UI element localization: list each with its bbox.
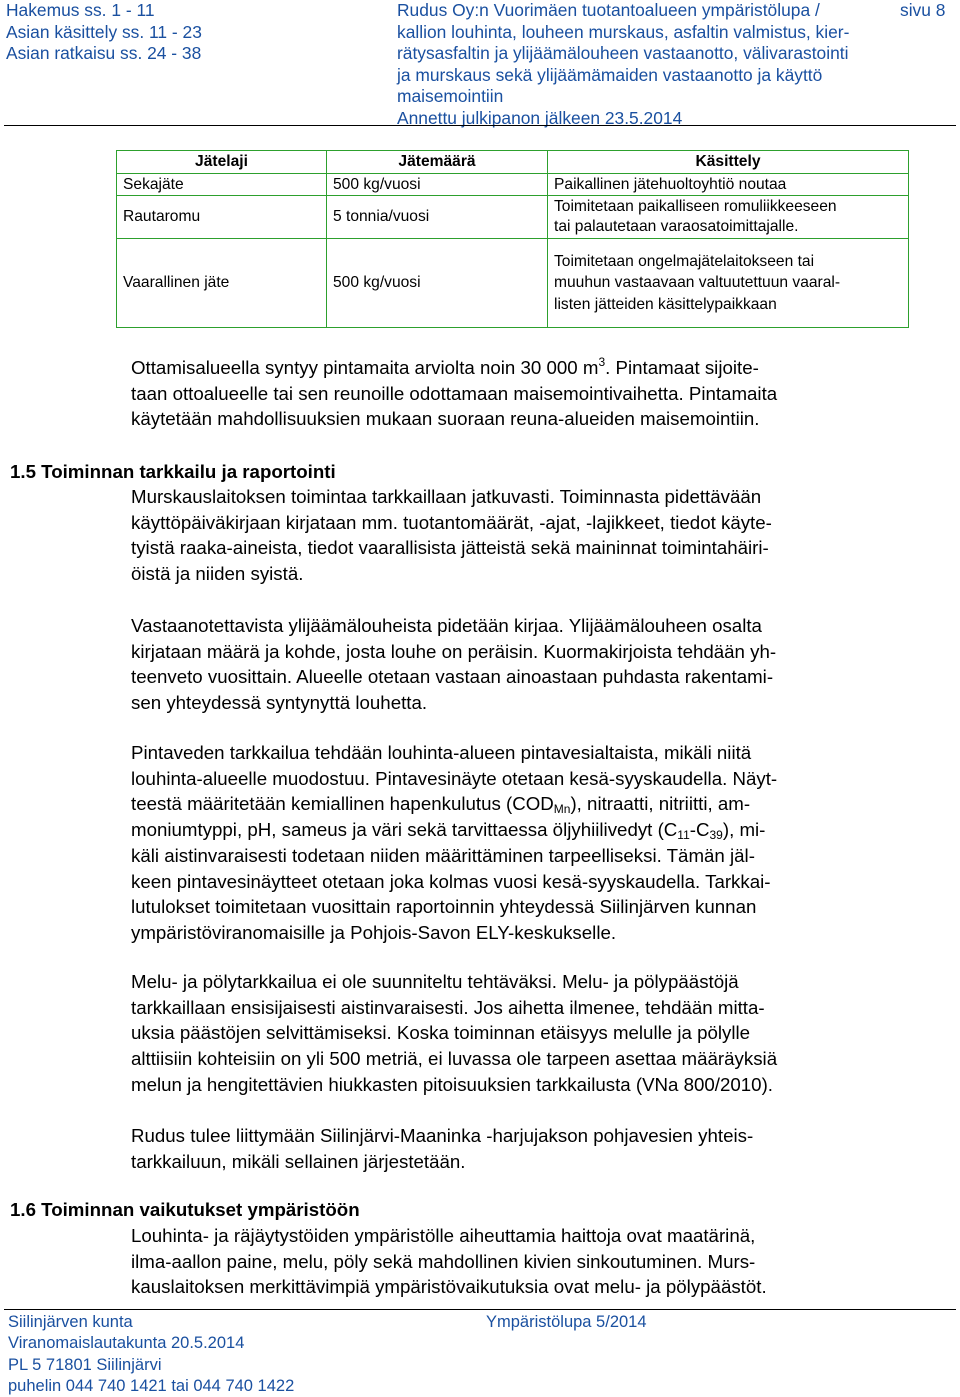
subscript: 11	[677, 828, 690, 843]
text-line: kirjataan määrä ja kohde, josta louhe on peräisin. Kuormakirjoista tehdään yh-	[131, 640, 777, 662]
text-span: ), nitraatti, nitriitti, am-	[570, 793, 751, 815]
footer-line: Viranomaislautakunta 20.5.2014	[8, 1334, 245, 1353]
handling-line: muuhun vastaavaan valtuutettuun vaaral-	[554, 274, 841, 292]
waste-amount-cell: 500 kg/vuosi	[327, 174, 548, 196]
footer-divider	[4, 1309, 956, 1310]
waste-handling-cell	[548, 196, 909, 239]
text-line: ilma-aallon paine, melu, pöly sekä mahdollinen kivien sinkoutuminen. Murs-	[131, 1250, 756, 1272]
table-row	[117, 239, 909, 328]
handling-line: Paikallinen jätehuoltoyhtiö noutaa	[554, 175, 787, 193]
table-header-row	[117, 151, 909, 174]
text-line: louhinta-alueelle muodostuu. Pintavesinäyte otetaan kesä-syyskaudella. Näyt-	[131, 767, 778, 789]
paragraph-surface-water	[131, 740, 921, 946]
text-line: lutulokset toimitetaan vuosittain raportoinnin yhteydessä Siilinjärven kunnan	[131, 896, 757, 918]
text-line	[131, 355, 921, 381]
header-left-line: Asian ratkaisu ss. 24 - 38	[6, 43, 202, 63]
header-left	[6, 0, 202, 65]
header-title-line: maisemointiin	[397, 86, 504, 106]
section-heading: 1.6 Toiminnan vaikutukset ympäristöön	[10, 1199, 360, 1220]
text-line: taan ottoalueelle tai sen reunoille odottamaan maisemointivaihetta. Pintamaita	[131, 382, 778, 404]
waste-amount-cell: 5 tonnia/vuosi	[327, 196, 548, 239]
header-left-line: Hakemus ss. 1 - 11	[6, 0, 155, 20]
footer-line: Siilinjärven kunta	[8, 1313, 133, 1331]
text-line	[131, 791, 921, 817]
waste-type-cell: Vaarallinen jäte	[117, 239, 327, 328]
footer-line: PL 5 71801 Siilinjärvi	[8, 1355, 162, 1374]
paragraph-effects	[131, 1223, 921, 1300]
page-header	[0, 0, 960, 126]
header-divider	[4, 125, 956, 126]
text-line: Pintaveden tarkkailua tehdään louhinta-alueen pintavesialtaista, mikäli niitä	[131, 742, 752, 763]
column-header-amount: Jätemäärä	[327, 151, 548, 174]
waste-type-cell: Rautaromu	[117, 196, 327, 239]
text-line: käyttöpäiväkirjaan kirjataan mm. tuotantomäärät, -ajat, -lajikkeet, tiedot käyte-	[131, 511, 772, 533]
paragraph-surplus-rock	[131, 613, 921, 716]
text-line	[131, 817, 921, 843]
text-line: Melu- ja pölytarkkailua ei ole suunniteltu tehtäväksi. Melu- ja pölypäästöjä	[131, 971, 739, 992]
paragraph-groundwater	[131, 1123, 921, 1174]
waste-type-cell: Sekajäte	[117, 174, 327, 196]
paragraph-topsoil	[131, 355, 921, 432]
text-line: Louhinta- ja räjäytystöiden ympäristölle aiheuttamia haittoja ovat maatärinä,	[131, 1225, 756, 1246]
header-title-line: Rudus Oy:n Vuorimäen tuotantoalueen ympäristölupa /	[397, 0, 820, 20]
waste-handling-cell	[548, 174, 909, 196]
table-row	[117, 174, 909, 196]
text-line: käli aistinvaraisesti todetaan niiden määrittäminen tarpeelliseksi. Tämän jäl-	[131, 844, 755, 866]
text-line: alttiisiin kohteisiin on yli 500 metriä, ei luvassa ole tarpeen asettaa määräyksiä	[131, 1048, 778, 1070]
text-line: uksia päästöjen selvittämiseksi. Koska toiminnan etäisyys melulle ja pölylle	[131, 1022, 751, 1044]
text-line: sen yhteydessä syntynyttä louhetta.	[131, 692, 428, 714]
header-left-line: Asian käsittely ss. 11 - 23	[6, 21, 202, 42]
handling-line: tai palautetaan varaosatoimittajalle.	[554, 218, 799, 235]
text-span: teestä määritetään kemiallinen hapenkulutus (COD	[131, 793, 554, 815]
text-line: kauslaitoksen merkittävimpiä ympäristövaikutuksia ovat melu- ja pölypäästöt.	[131, 1276, 767, 1298]
text-line: teenveto vuosittain. Alueelle otetaan vastaan ainoastaan puhdasta rakentami-	[131, 666, 774, 688]
footer-address	[8, 1312, 294, 1397]
header-title	[397, 0, 887, 129]
handling-line: listen jätteiden käsittelypaikkaan	[554, 295, 777, 313]
section-heading: 1.5 Toiminnan tarkkailu ja raportointi	[10, 461, 336, 482]
footer-line: Ympäristölupa 5/2014	[486, 1313, 647, 1331]
text-span: ), mi-	[722, 819, 766, 841]
subscript: Mn	[553, 802, 571, 817]
text-line: Murskauslaitoksen toimintaa tarkkaillaan jatkuvasti. Toiminnasta pidettävään	[131, 486, 762, 507]
header-title-line: ja murskaus sekä ylijäämämaiden vastaanotto ja käyttö	[397, 64, 823, 85]
waste-table	[116, 150, 909, 328]
text-line: Rudus tulee liittymään Siilinjärvi-Maaninka -harjujakson pohjavesien yhteis-	[131, 1125, 754, 1146]
text-line: keen pintavesinäytteet otetaan joka kolmas vuosi kesä-syyskaudella. Tarkkai-	[131, 870, 771, 892]
paragraph-monitoring	[131, 484, 921, 587]
waste-amount-cell: 500 kg/vuosi	[327, 239, 548, 328]
waste-handling-cell	[548, 239, 909, 328]
text-line: tyistä raaka-aineista, tiedot vaarallisista jätteistä sekä maininnat toimintahäiri-	[131, 537, 769, 559]
text-span: . Pintamaat sijoite-	[605, 357, 759, 378]
page-number: sivu 8	[900, 0, 946, 20]
text-span: -C	[689, 819, 710, 841]
handling-line: Toimitetaan paikalliseen romuliikkeeseen	[554, 197, 837, 215]
handling-line: Toimitetaan ongelmajätelaitokseen tai	[554, 252, 815, 270]
footer-line: puhelin 044 740 1421 tai 044 740 1422	[8, 1376, 295, 1395]
header-title-line: rätysasfaltin ja ylijäämälouheen vastaanotto, välivarastointi	[397, 43, 849, 63]
text-line: melun ja hengitettävien hiukkasten pitoisuuksien tarkkailusta (VNa 800/2010).	[131, 1073, 773, 1095]
footer-permit-number	[486, 1312, 647, 1333]
header-date-line: Annettu julkipanon jälkeen 23.5.2014	[397, 107, 683, 128]
header-title-line: kallion louhinta, louheen murskaus, asfaltin valmistus, kier-	[397, 21, 850, 42]
text-span: Ottamisalueella syntyy pintamaita arviolta noin 30 000 m	[131, 357, 599, 378]
text-line: Vastaanotettavista ylijäämälouheista pidetään kirjaa. Ylijäämälouheen osalta	[131, 615, 762, 636]
text-span: moniumtyppi, pH, sameus ja väri sekä tarvittaessa öljyhiilivedyt (C	[131, 819, 678, 841]
column-header-type: Jätelaji	[117, 151, 327, 174]
text-line: öistä ja niiden syistä.	[131, 563, 304, 585]
text-line: tarkkaillaan ensisijaisesti aistinvaraisesti. Jos aihetta ilmenee, tehdään mitta-	[131, 996, 765, 1018]
text-line: ympäristöviranomaisille ja Pohjois-Savon ELY-keskukselle.	[131, 921, 617, 943]
text-line: käytetään mahdollisuuksien mukaan suoraan reuna-alueiden maisemointiin.	[131, 408, 760, 430]
subscript: 39	[709, 828, 723, 843]
paragraph-noise-dust	[131, 969, 921, 1098]
table-row	[117, 196, 909, 239]
text-line: tarkkailuun, mikäli sellainen järjestetään.	[131, 1150, 466, 1172]
column-header-handling: Käsittely	[548, 151, 909, 174]
superscript: 3	[598, 355, 606, 369]
